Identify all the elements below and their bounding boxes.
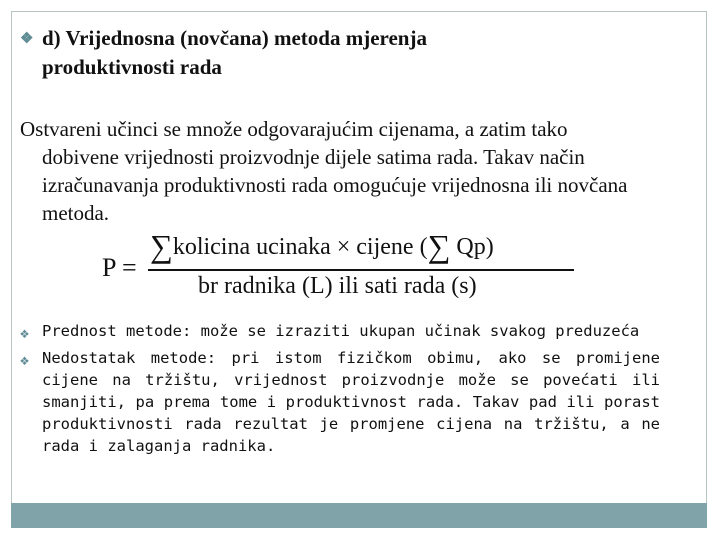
formula-denominator: br radnika (L) ili sati rada (s) [198, 273, 477, 299]
sigma-icon: ∑ [427, 228, 451, 264]
fraction-bar [148, 269, 574, 271]
formula-numerator [150, 228, 494, 265]
intro-paragraph [20, 115, 680, 227]
bullet-icon: ❖ [20, 31, 34, 47]
heading-line-1: d) Vrijednosna (novčana) metoda mjerenja [42, 26, 427, 50]
formula-lhs: P = [102, 253, 137, 282]
numerator-tail: Qp) [456, 234, 494, 260]
sigma-icon: ∑ [150, 228, 173, 264]
heading-line-2: produktivnosti rada [42, 55, 222, 79]
intro-rest: dobivene vrijednosti proizvodnje dijele satima rada. Takav način izračunavanja produktivnosti rada omogućuje vrijednosna ili novčana metoda. [42, 145, 628, 225]
point-text: Nedostatak metode: pri istom fizičkom obimu, ako se promijene cijene na tržištu, vrijednost proizvodnje može se povećati ili smanjiti, pa prema tome i produktivnost rada. Takav pad ili porast produktivnosti rada rezultat je promjene cijena na tržištu, a ne rada i zalaganja radnika. [42, 349, 660, 455]
bullet-list [20, 320, 660, 457]
bullet-icon: ❖ [20, 324, 30, 342]
list-item [20, 320, 660, 342]
point-text: Prednost metode: može se izraziti ukupan učinak svakog preduzeća [42, 322, 640, 340]
productivity-formula [100, 226, 590, 302]
slide-heading [20, 24, 680, 81]
intro-first-line: Ostvareni učinci se množe odgovarajućim cijenama, a zatim tako [20, 117, 568, 141]
bottom-bar [11, 503, 707, 528]
list-item [20, 347, 660, 457]
numerator-text: kolicina ucinaka × cijene ( [172, 234, 428, 260]
bullet-icon: ❖ [20, 351, 30, 369]
